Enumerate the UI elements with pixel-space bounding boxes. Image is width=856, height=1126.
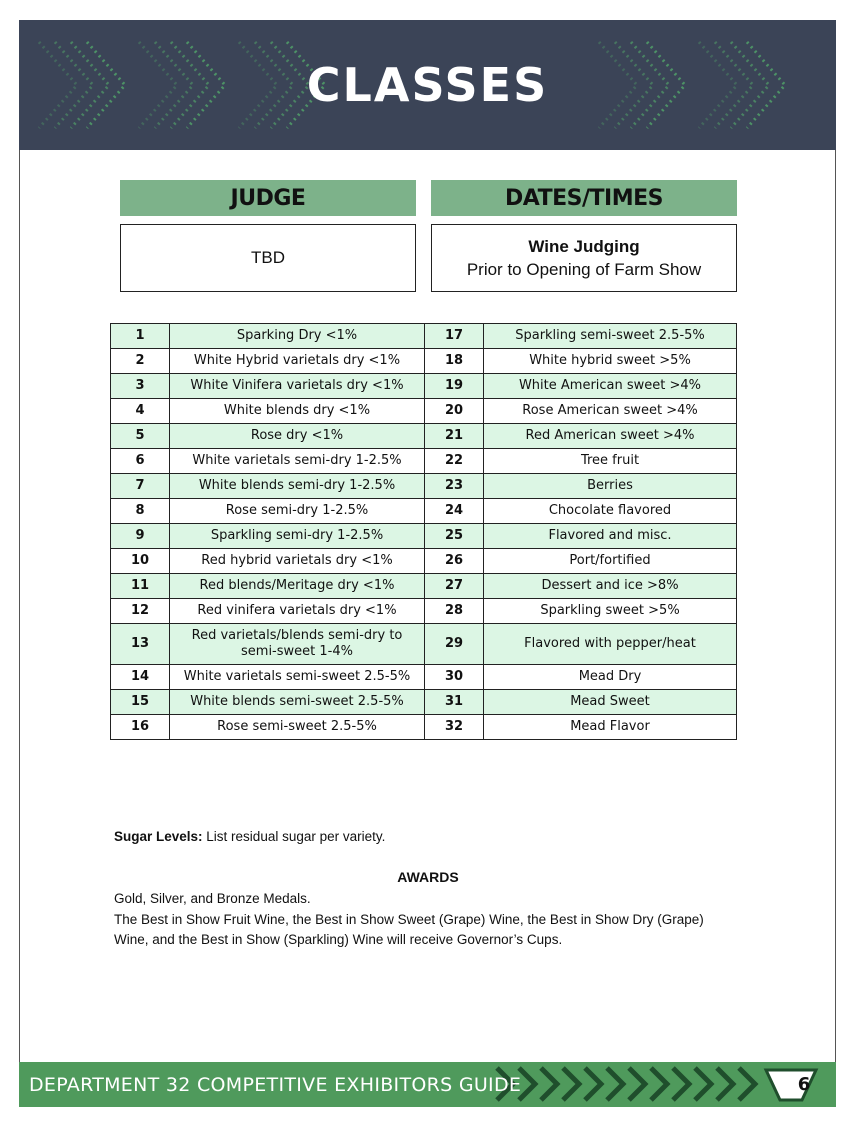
sugar-label: Sugar Levels: [114, 829, 203, 844]
chevron-shape [585, 1068, 601, 1100]
class-description: Rose semi-dry 1-2.5% [170, 499, 425, 524]
chevron-shape [563, 1068, 579, 1100]
class-description: Mead Sweet [484, 690, 737, 715]
chevron-shape [541, 1068, 557, 1100]
table-row [111, 574, 737, 599]
class-number: 3 [111, 374, 170, 399]
class-number: 11 [111, 574, 170, 599]
table-row [111, 324, 737, 349]
table-row [111, 349, 737, 374]
table-row [111, 424, 737, 449]
awards-title: AWARDS [397, 869, 459, 885]
table-row [111, 499, 737, 524]
class-description: White Hybrid varietals dry <1% [170, 349, 425, 374]
sugar-text: List residual sugar per variety. [202, 829, 386, 844]
page-footer [19, 1062, 836, 1107]
class-description: White blends semi-sweet 2.5-5% [170, 690, 425, 715]
class-description: Rose semi-sweet 2.5-5% [170, 715, 425, 740]
page-title: CLASSES [306, 58, 549, 112]
class-number: 5 [111, 424, 170, 449]
class-number: 31 [425, 690, 484, 715]
class-number: 1 [111, 324, 170, 349]
table-row [111, 715, 737, 740]
classes-table [110, 323, 737, 740]
class-number: 10 [111, 549, 170, 574]
class-description: Port/fortified [484, 549, 737, 574]
class-number: 12 [111, 599, 170, 624]
class-number: 15 [111, 690, 170, 715]
class-description: Flavored and misc. [484, 524, 737, 549]
table-row [111, 449, 737, 474]
class-number: 25 [425, 524, 484, 549]
chevron-shape [695, 1068, 711, 1100]
chevron-shape [629, 1068, 645, 1100]
class-description: White blends dry <1% [170, 399, 425, 424]
class-description: Rose American sweet >4% [484, 399, 737, 424]
class-number: 9 [111, 524, 170, 549]
class-description: Sparkling semi-sweet 2.5-5% [484, 324, 737, 349]
class-number: 29 [425, 624, 484, 665]
class-description: Sparkling semi-dry 1-2.5% [170, 524, 425, 549]
class-description: Mead Dry [484, 665, 737, 690]
dates-line2: Prior to Opening of Farm Show [466, 259, 702, 279]
class-description: White varietals semi-sweet 2.5-5% [170, 665, 425, 690]
class-number: 2 [111, 349, 170, 374]
page-header [19, 20, 836, 150]
class-number: 13 [111, 624, 170, 665]
class-number: 22 [425, 449, 484, 474]
class-description: Tree fruit [484, 449, 737, 474]
class-number: 16 [111, 715, 170, 740]
class-number: 17 [425, 324, 484, 349]
class-description: Red American sweet >4% [484, 424, 737, 449]
table-row [111, 624, 737, 665]
dates-line1: Wine Judging [528, 236, 640, 256]
chevron-shape [651, 1068, 667, 1100]
table-row [111, 690, 737, 715]
judge-box [120, 224, 416, 292]
table-row [111, 524, 737, 549]
table-row [111, 474, 737, 499]
dates-heading: DATES/TIMES [431, 180, 737, 216]
class-number: 19 [425, 374, 484, 399]
class-number: 32 [425, 715, 484, 740]
chevron-shape [673, 1068, 689, 1100]
class-description: White hybrid sweet >5% [484, 349, 737, 374]
table-row [111, 399, 737, 424]
class-description: Sparkling sweet >5% [484, 599, 737, 624]
chevron-shape [607, 1068, 623, 1100]
class-description: Chocolate flavored [484, 499, 737, 524]
class-description: White varietals semi-dry 1-2.5% [170, 449, 425, 474]
class-description: Red vinifera varietals dry <1% [170, 599, 425, 624]
footer-title: DEPARTMENT 32 COMPETITIVE EXHIBITORS GUIDE [29, 1073, 522, 1096]
class-description: Sparking Dry <1% [170, 324, 425, 349]
class-description: White Vinifera varietals dry <1% [170, 374, 425, 399]
table-row [111, 599, 737, 624]
class-description: White American sweet >4% [484, 374, 737, 399]
class-description: Red hybrid varietals dry <1% [170, 549, 425, 574]
judge-value: TBD [251, 248, 285, 267]
class-description: Red varietals/blends semi-dry to semi-sweet 1-4% [170, 624, 425, 665]
chevron-shape [717, 1068, 733, 1100]
class-number: 27 [425, 574, 484, 599]
class-number: 26 [425, 549, 484, 574]
chevron-shape [739, 1068, 755, 1100]
awards-line1: Gold, Silver, and Bronze Medals. [114, 891, 311, 906]
class-number: 18 [425, 349, 484, 374]
class-number: 23 [425, 474, 484, 499]
class-number: 6 [111, 449, 170, 474]
page-number: 6 [797, 1073, 811, 1095]
class-number: 8 [111, 499, 170, 524]
class-number: 28 [425, 599, 484, 624]
class-description: Mead Flavor [484, 715, 737, 740]
class-description: Berries [484, 474, 737, 499]
table-row [111, 374, 737, 399]
class-description: White blends semi-dry 1-2.5% [170, 474, 425, 499]
class-number: 7 [111, 474, 170, 499]
sugar-levels [114, 829, 385, 844]
class-description: Flavored with pepper/heat [484, 624, 737, 665]
class-number: 30 [425, 665, 484, 690]
table-row [111, 549, 737, 574]
class-description: Dessert and ice >8% [484, 574, 737, 599]
class-number: 24 [425, 499, 484, 524]
class-number: 20 [425, 399, 484, 424]
class-description: Red blends/Meritage dry <1% [170, 574, 425, 599]
judge-heading: JUDGE [120, 180, 416, 216]
class-number: 21 [425, 424, 484, 449]
table-row [111, 665, 737, 690]
chevron-shape [519, 1068, 535, 1100]
dates-box [431, 224, 737, 292]
awards-text [114, 889, 734, 951]
class-description: Rose dry <1% [170, 424, 425, 449]
class-number: 4 [111, 399, 170, 424]
class-number: 14 [111, 665, 170, 690]
awards-line2: The Best in Show Fruit Wine, the Best in Show Sweet (Grape) Wine, the Best in Show Dry (Grape) Wine, and the Best in Show (Sparkling) Wine will receive Governor’s Cups. [114, 911, 704, 947]
